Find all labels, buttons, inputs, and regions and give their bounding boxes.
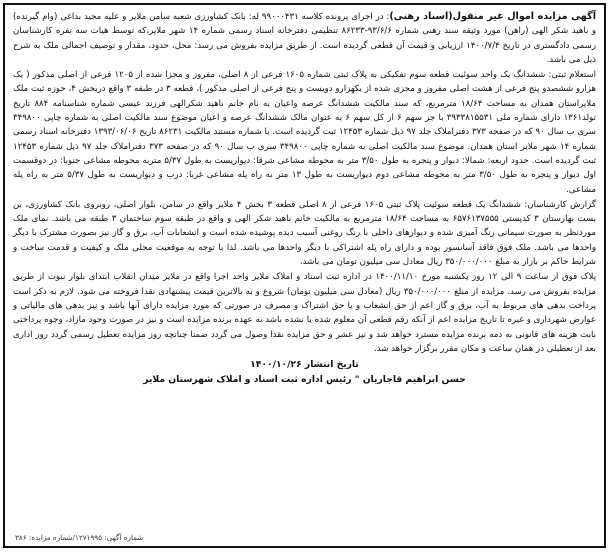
notice-title: آگهی مزایده اموال غیر منقول(اسناد رهنی) — [389, 11, 596, 22]
intro-text: در اجرای پرونده کلاسه ۹۹۰۰۰۴۳۱ له: بانک کشاورزی شعبه سامن ملایر و علیه مجید بداغی (وام گیرنده) و ناهید شکر الهی (راهن) مورد وثیقه سند رهنی شماره ۹۳/۶/۶-۸۶۲۳۳ تنظیمی دفترخانه اسناد رسمی شماره ۱۴ شهر ملایر،که توسط هیات سه نفره کارشناسان رسمی دادگستری در تاریخ ۱۴۰۰/۷/۴ ارزیابی و قیمت آن قطعی گردیده است. از طریق مزایده بفروش می رسد: محل، حدود، مقدار و توصیف اجمالی ملک به شرح ذیل می باشد. — [13, 12, 596, 65]
intro-paragraph — [13, 10, 596, 67]
notice-colon: : — [383, 12, 390, 22]
experts-report-paragraph: گزارش کارشناسان: ششدانگ یک قطعه سوئیت پلاک ثبتی ۱۶۰۵ فرعی از ۸ اصلی قطعه ۳ بخش ۴ ملایر واقع در سامن، بلوار اصلی، روبروی بانک کشاورزی، بن بست بهارستان ۳ کدپستی ۶۵۷۶۱۳۷۵۵۵ به مساحت ۱۸/۶۴ مترمربع به مالکیت خانم ناهید شکر الهی و واقع در طبقه سوم ساختمان ۳ طبقه می باشد. نمای ملک موردنظر به صورت سیمانی رنگ آمیزی شده و دیوارهای داخلی با رنگ روغنی آسیب دیده پوشیده شده است و انشعابات آب، برق و گاز نیز بصورت مشترک با دیگر واحدها می باشد. ملک فوق فاقد آسانسور بوده و دارای راه پله اشتراکی با دیگر واحدها می باشد. لذا با توجه به موقعیت محلی ملک و کیفیت و قدمت ساخت و شرایط حاکم بر بازار به مبلغ ۳۵۰/۰۰۰/۰۰۰ ریال معادل سی میلیون تومان می باشد. — [13, 199, 597, 268]
signature-line: حسن ابراهیم قاجاریان " رئیس اداره ثبت اسناد و املاک شهرستان ملایر — [143, 374, 466, 386]
publish-date: تاریخ انتشار ۱۴۰۰/۱۰/۲۶ — [250, 359, 359, 371]
auction-notice — [3, 3, 606, 548]
notice-number: شماره آگهی: ۱۲۷۱۹۹۵/شماره مزایده: ۳۸۶ — [15, 533, 144, 542]
auction-terms-paragraph: پلاک فوق از ساعت ۹ الی ۱۲ روز یکشنبه مورخ ۱۴۰۰/۱۱/۱۰ در اداره ثبت اسناد و املاک ملایر واحد اجرا واقع در ملایر میدان انقلاب ابتدای بلوار نبوت از طریق مزایده بفروش می رسد. مزایده از مبلغ ۳۵۰/۰۰۰/۰۰۰ ریال (معادل سی میلیون تومان) شروع و به بالاترین قیمت پیشنهادی نقدا فروخته می شود. لازم به ذکر است پرداخت بدهی های مربوط به آب، برق و گاز اعم از حق انشعاب و یا حق اشتراک و مصرف در صورتی که مورد مزایده دارای آنها باشد و نیز بدهی های مالیاتی و عوارض شهرداری و غیره تا تاریخ مزایده اعم از آنکه رقم قطعی آن معلوم شده یا نشده باشد به عهده برنده مزایده است و نیز در صورت وجود مازاد، وجوه پرداختی بابت هزینه های قانونی به ذمه برنده مزایده مسترد خواهد شد و نیز عشر و حق مزایده نقدا وصول می گردد ضمنا چنانچه روز مزایده تعطیل رسمی گردد روز اداری بعد از تعطیلی در همان ساعت و مکان مقرر برگزار خواهد شد. — [13, 272, 596, 354]
registry-inquiry-paragraph: استعلام ثبتی: ششدانگ یک واحد سوئیت قطعه سوم تفکیکی به پلاک ثبتی شماره ۱۶۰۵ فرعی از ۸ اصلی، مفروز و مجزا شده از ۱۲۰۵ فرعی از اصلی مذکور ( یک هزارو ششصدو پنج فرعی از هشت اصلی مفروز و مجزی شده از یکهزارو دویست و پنج فرعی از اصلی مذکور )، قطعه ۳ در طبقه ۳ واقع دربخش ۴، حوزه ثبت ملک ملایراستان همدان به مساحت ۱۸/۶۴ مترمربع، که سند مالکیت ششدانگ عرصه واعیان به نام خانم ناهید شکرالهی فرزند عیسی شماره شناسنامه ۸۸۴ تاریخ تولد۱۳۶۱ دارای شماره ملی ۳۹۳۳۸۱۵۵۳۱ با جز سهم ۶ از کل سهم ۶ به عنوان مالک ششدانگ عرصه و اعیان موضوع سند مالکیت اصلی به شماره چاپی ۳۴۹۸۰۰ سری ب سال ۹۰ که در صفحه ۳۷۳ دفتراملاک جلد ۹۷ ذیل شماره ۱۲۴۵۳ ثبت گردیده است. با شماره مستند مالکیت ۸۶۲۳۱ تاریخ ۱۳۹۳/۰۶/۰۶ دفترخانه اسناد رسمی شماره ۱۴ شهر ملایر استان همدان. موضوع سند مالکیت اصلی به شماره چاپی ۳۴۹۸۰۰ سری ب سال ۹۰ که در صفحه ۳۷۳ دفتراملاک جلد ۹۷ ذیل شماره ۱۲۴۵۳ ثبت گردیده است. حدود اربعه: شمالا: دیوار و پنجره به طول ۳/۵۰ متر به محوطه مشاعی شرقا: دیواریست به طول ۵/۳۷ متربه محوطه مشاعی جنوبا: در دوقسمت اول دیوار و پنجره به طول ۳/۵۰ متر به محوطه مشاعی دوم دیواریست به طول ۱۳ متر به راه پله مشاعی غربا: درب و دیواریست به طول ۵/۳۷ متر به راه پله مشاعی. — [13, 70, 597, 195]
